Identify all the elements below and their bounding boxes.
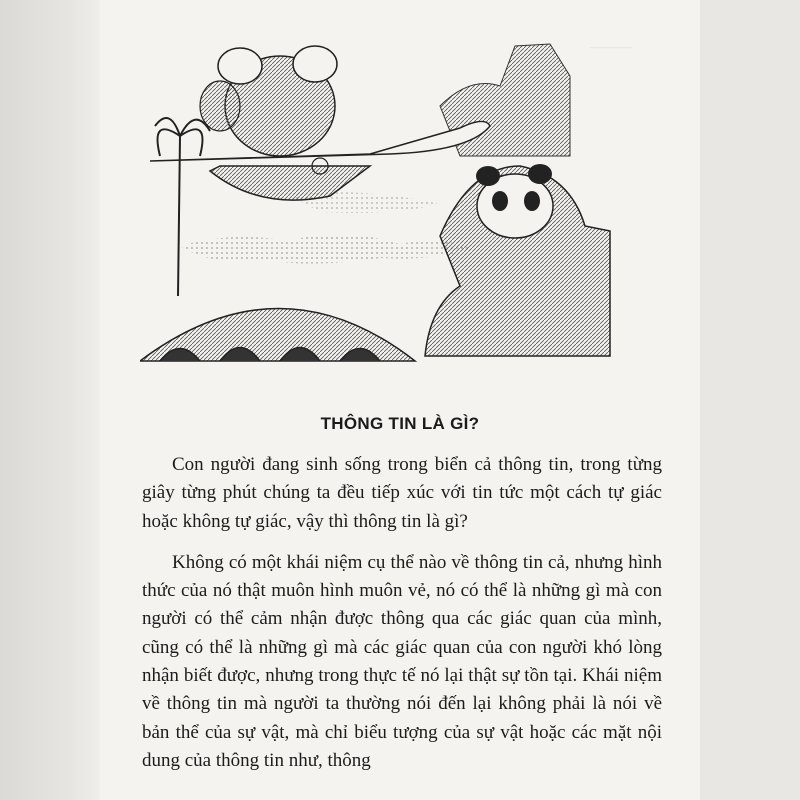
paragraph-2: Không có một khái niệm cụ thể nào về thông tin cả, nhưng hình thức của nó thật muôn hình muôn vẻ, nó có thể là những gì mà con người có thể cảm nhận được thông qua các giác quan của mình, cũng có thể là những gì mà các giác quan của con người khó lòng nhận biết được, nhưng trong thực tế nó lại thật sự tồn tại. Khái niệm về thông tin mà người ta thường nói đến lại không phải là nói về bản thể của sự vật, mà chỉ biểu tượng của sự vật hoặc các mặt nội dung của thông tin như, thông: [142, 551, 662, 771]
panda-figure: [425, 164, 610, 356]
facing-page-edge: [0, 0, 100, 800]
illustration: [140, 36, 620, 366]
paragraph-1: Con người đang sinh sống trong biển cả thông tin, trong từng giây từng phút chúng ta đều tiếp xúc với tin tức một cách tự giác hoặc không tự giác, vậy thì thông tin là gì?: [142, 454, 662, 532]
body-text: [142, 451, 662, 775]
dome-structure: [140, 309, 415, 362]
koala-figures: [200, 46, 337, 156]
section-title: THÔNG TIN LÀ GÌ?: [320, 414, 480, 433]
show-through-text: ———: [590, 40, 632, 55]
